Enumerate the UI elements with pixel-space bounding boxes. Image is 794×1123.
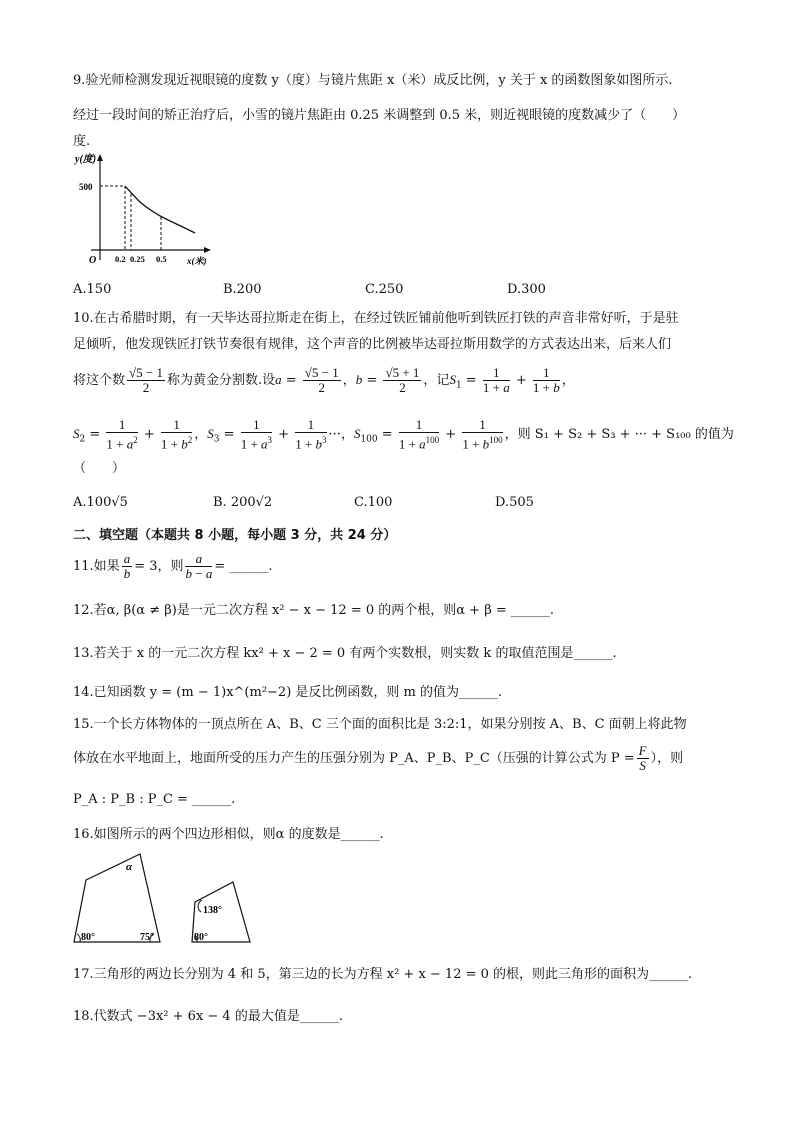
q15-line2-prefix: 体放在水平地面上，地面所受的压力产生的压强分别为 P_A、P_B、P_C（压强的计算公式为 P = <box>73 751 635 766</box>
graph-x-tick-2: 0.25 <box>130 254 145 264</box>
q16-line: 16.如图所示的两个四边形相似，则α 的度数是______. <box>73 827 384 842</box>
left-angle-75: 75° <box>140 932 154 943</box>
q10-line3-mid: 称为黄金分割数.设 <box>166 373 276 388</box>
q10-option-a: A.100√5 <box>73 495 128 510</box>
q11-prefix: 11.如果 <box>73 559 120 574</box>
q9-option-a: A.150 <box>73 282 112 297</box>
q9-line3: 度. <box>73 134 91 149</box>
q11-line: 11.如果 $\frac{a}{b}$ = 3，则 $\frac{a}{b - a}$ = ______. <box>73 551 273 581</box>
q15-line2-suffix: ），则 <box>650 751 684 766</box>
section-2-title: 二、填空题（本题共 8 小题，每小题 3 分，共 24 分） <box>73 528 397 543</box>
q15-line3: P_A : P_B : P_C = ______. <box>73 792 236 807</box>
q10-paren: （ ） <box>73 461 126 476</box>
q10-line3-prefix: 将这个数 <box>73 373 126 388</box>
golden-ratio-fraction: $\frac{√5 - 1}{2}$ <box>129 365 163 395</box>
right-angle-80: 80° <box>194 932 208 943</box>
q13-line: 13.若关于 x 的一元二次方程 kx² + x − 2 = 0 有两个实数根，则实数 k 的取值范围是______. <box>73 646 617 661</box>
q11-suffix: = ______. <box>214 559 273 574</box>
q10-line3: 将这个数 $\frac{√5 - 1}{2}$ 称为黄金分割数.设a = $\frac{√5 - 1}{2}$ ，b = $\frac{√5 + 1}{2}$ ，记$S_1$ = $\frac{1}{1 + a}$ + $\frac{1}{1 + b}$ ， <box>73 365 575 395</box>
q12-line: 12.若α, β(α ≠ β)是一元二次方程 x² − x − 12 = 0 的两个根，则α + β = ______. <box>73 603 554 618</box>
q9-graph <box>73 150 213 272</box>
graph-curve <box>125 186 195 233</box>
q10-option-b: B. 200√2 <box>213 495 273 510</box>
q10-line2: 足倾听，他发现铁匠打铁节奏很有规律，这个声音的比例被毕达哥拉斯用数学的方式表达出来，后来人们 <box>73 337 672 352</box>
graph-origin: O <box>89 255 97 266</box>
q10-line1: 10.在古希腊时期，有一天毕达哥拉斯走在街上，在经过铁匠铺前他听到铁匠打铁的声音非常好听，于是驻 <box>73 311 679 326</box>
q10-option-d: D.505 <box>495 495 534 510</box>
graph-x-tick-3: 0.5 <box>156 254 167 264</box>
q15-line2: 体放在水平地面上，地面所受的压力产生的压强分别为 P_A、P_B、P_C（压强的计算公式为 P = $\frac{F}{S}$ ），则 <box>73 743 684 773</box>
left-quadrilateral <box>74 854 160 942</box>
q16-figure <box>70 848 260 948</box>
q15-line1: 15.一个长方体物体的一顶点所在 A、B、C 三个面的面积比是 3:2:1，如果分别按 A、B、C 面朝上将此物 <box>73 717 687 732</box>
q9-line2: 经过一段时间的矫正治疗后，小雪的镜片焦距由 0.25 米调整到 0.5 米，则近视眼镜的度数减少了（ ） <box>73 108 686 123</box>
q9-option-b: B.200 <box>223 282 262 297</box>
q10-line4: $S_2$ = $\frac{1}{1 + a^2}$ + $\frac{1}{1 + b^2}$ ，$S_3$ = $\frac{1}{1 + a^3}$ + $\frac{1}{1 + b^3}$ ···，$S_{100}$ = $\frac{1}{1 + a^{100}}$ + $\frac{1}{1 + b^{100}}$ ，则 S₁ + S₂ + S₃ + ··· + S₁₀₀ 的值为 <box>73 416 734 452</box>
q18-line: 18.代数式 −3x² + 6x − 4 的最大值是______. <box>73 1009 343 1024</box>
q10-line4-end: ，则 S₁ + S₂ + S₃ + ··· + S₁₀₀ 的值为 <box>504 427 734 442</box>
q10-line3-suffix: ，记 <box>423 373 450 388</box>
left-angle-80: 80° <box>81 932 95 943</box>
graph-x-tick-1: 0.2 <box>115 254 126 264</box>
q9-line1: 9.验光师检测发现近视眼镜的度数 y（度）与镜片焦距 x（米）成反比例，y 关于 x 的函数图象如图所示. <box>73 73 673 88</box>
q10-option-c: C.100 <box>354 495 393 510</box>
left-angle-alpha: α <box>126 861 133 873</box>
q9-option-c: C.250 <box>365 282 404 297</box>
graph-x-label: x(米) <box>187 256 207 266</box>
graph-y-tick: 500 <box>79 182 93 192</box>
q14-line: 14.已知函数 y = (m − 1)x^(m²−2) 是反比例函数，则 m 的值为______. <box>73 685 503 700</box>
q17-line: 17.三角形的两边长分别为 4 和 5，第三边的长为方程 x² + x − 12 = 0 的根，则此三角形的面积为______. <box>73 967 693 982</box>
q11-mid: = 3，则 <box>134 559 184 574</box>
graph-y-label: y(度) <box>75 154 97 165</box>
q9-option-d: D.300 <box>507 282 546 297</box>
right-angle-138: 138° <box>203 905 222 916</box>
